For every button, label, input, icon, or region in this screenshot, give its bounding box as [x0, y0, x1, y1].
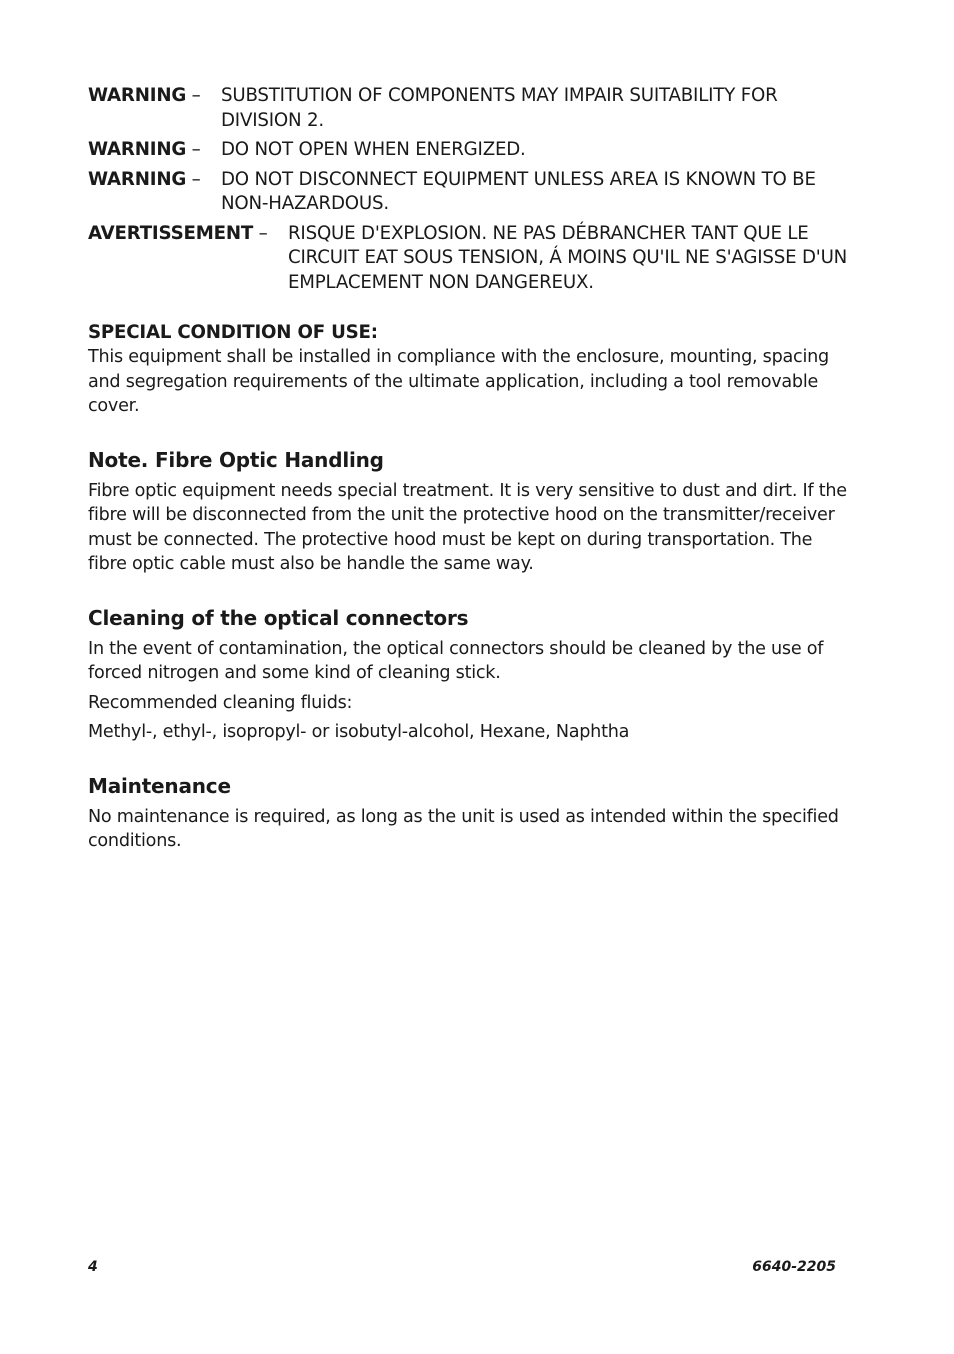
warning-text: RISQUE D'EXPLOSION. NE PAS DÉBRANCHER TANT QUE LE CIRCUIT EAT SOUS TENSION, Á MOINS QU'IL NE S'AGISSE D'UN EMPLACEMENT NON DANGEREUX.: [288, 222, 848, 293]
warning-label: WARNING: [88, 139, 187, 160]
cleaning-fluids-label: Recommended cleaning fluids:: [88, 692, 353, 713]
warning-substitution: [88, 84, 848, 133]
document-number: 6640-2205: [752, 1259, 836, 1275]
page-content: [88, 84, 848, 854]
special-condition-body: This equipment shall be installed in compliance with the enclosure, mounting, spacing and segregation requirements of the ultimate application, including a tool removable cover.: [88, 347, 829, 416]
page-footer: [88, 1259, 836, 1275]
warning-dash: –: [186, 85, 207, 106]
fibre-optic-body: Fibre optic equipment needs special treatment. It is very sensitive to dust and dirt. If the fibre will be disconnected from the unit the protective hood on the transmitter/receiver must be connected. The protective hood must be kept on during transportation. The fibre optic cable must also be handle the same way.: [88, 480, 847, 574]
avertissement: [88, 222, 848, 296]
maintenance-heading: Maintenance: [88, 773, 231, 798]
warning-text: SUBSTITUTION OF COMPONENTS MAY IMPAIR SUITABILITY FOR DIVISION 2.: [221, 85, 778, 131]
warning-text: DO NOT OPEN WHEN ENERGIZED.: [221, 139, 526, 160]
warning-text: DO NOT DISCONNECT EQUIPMENT UNLESS AREA IS KNOWN TO BE NON-HAZARDOUS.: [221, 168, 816, 214]
page-number: 4: [88, 1259, 98, 1275]
warning-energized: [88, 138, 848, 163]
special-condition-heading: SPECIAL CONDITION OF USE:: [88, 322, 378, 343]
warning-dash: –: [186, 168, 207, 190]
warning-label: AVERTISSEMENT: [88, 222, 254, 244]
cleaning-body: In the event of contamination, the optical connectors should be cleaned by the use of forced nitrogen and some kind of cleaning stick.: [88, 638, 824, 683]
maintenance-body: No maintenance is required, as long as the unit is used as intended within the specified conditions.: [88, 806, 839, 851]
fibre-optic-heading: Note. Fibre Optic Handling: [88, 447, 384, 472]
warning-dash: –: [186, 139, 207, 160]
warning-dash: –: [253, 222, 274, 244]
cleaning-heading: Cleaning of the optical connectors: [88, 605, 469, 630]
cleaning-fluids-list: Methyl-, ethyl-, isopropyl- or isobutyl-alcohol, Hexane, Naphtha: [88, 722, 630, 742]
warning-disconnect: [88, 168, 848, 217]
warning-label: WARNING: [88, 168, 187, 190]
warning-label: WARNING: [88, 85, 187, 106]
